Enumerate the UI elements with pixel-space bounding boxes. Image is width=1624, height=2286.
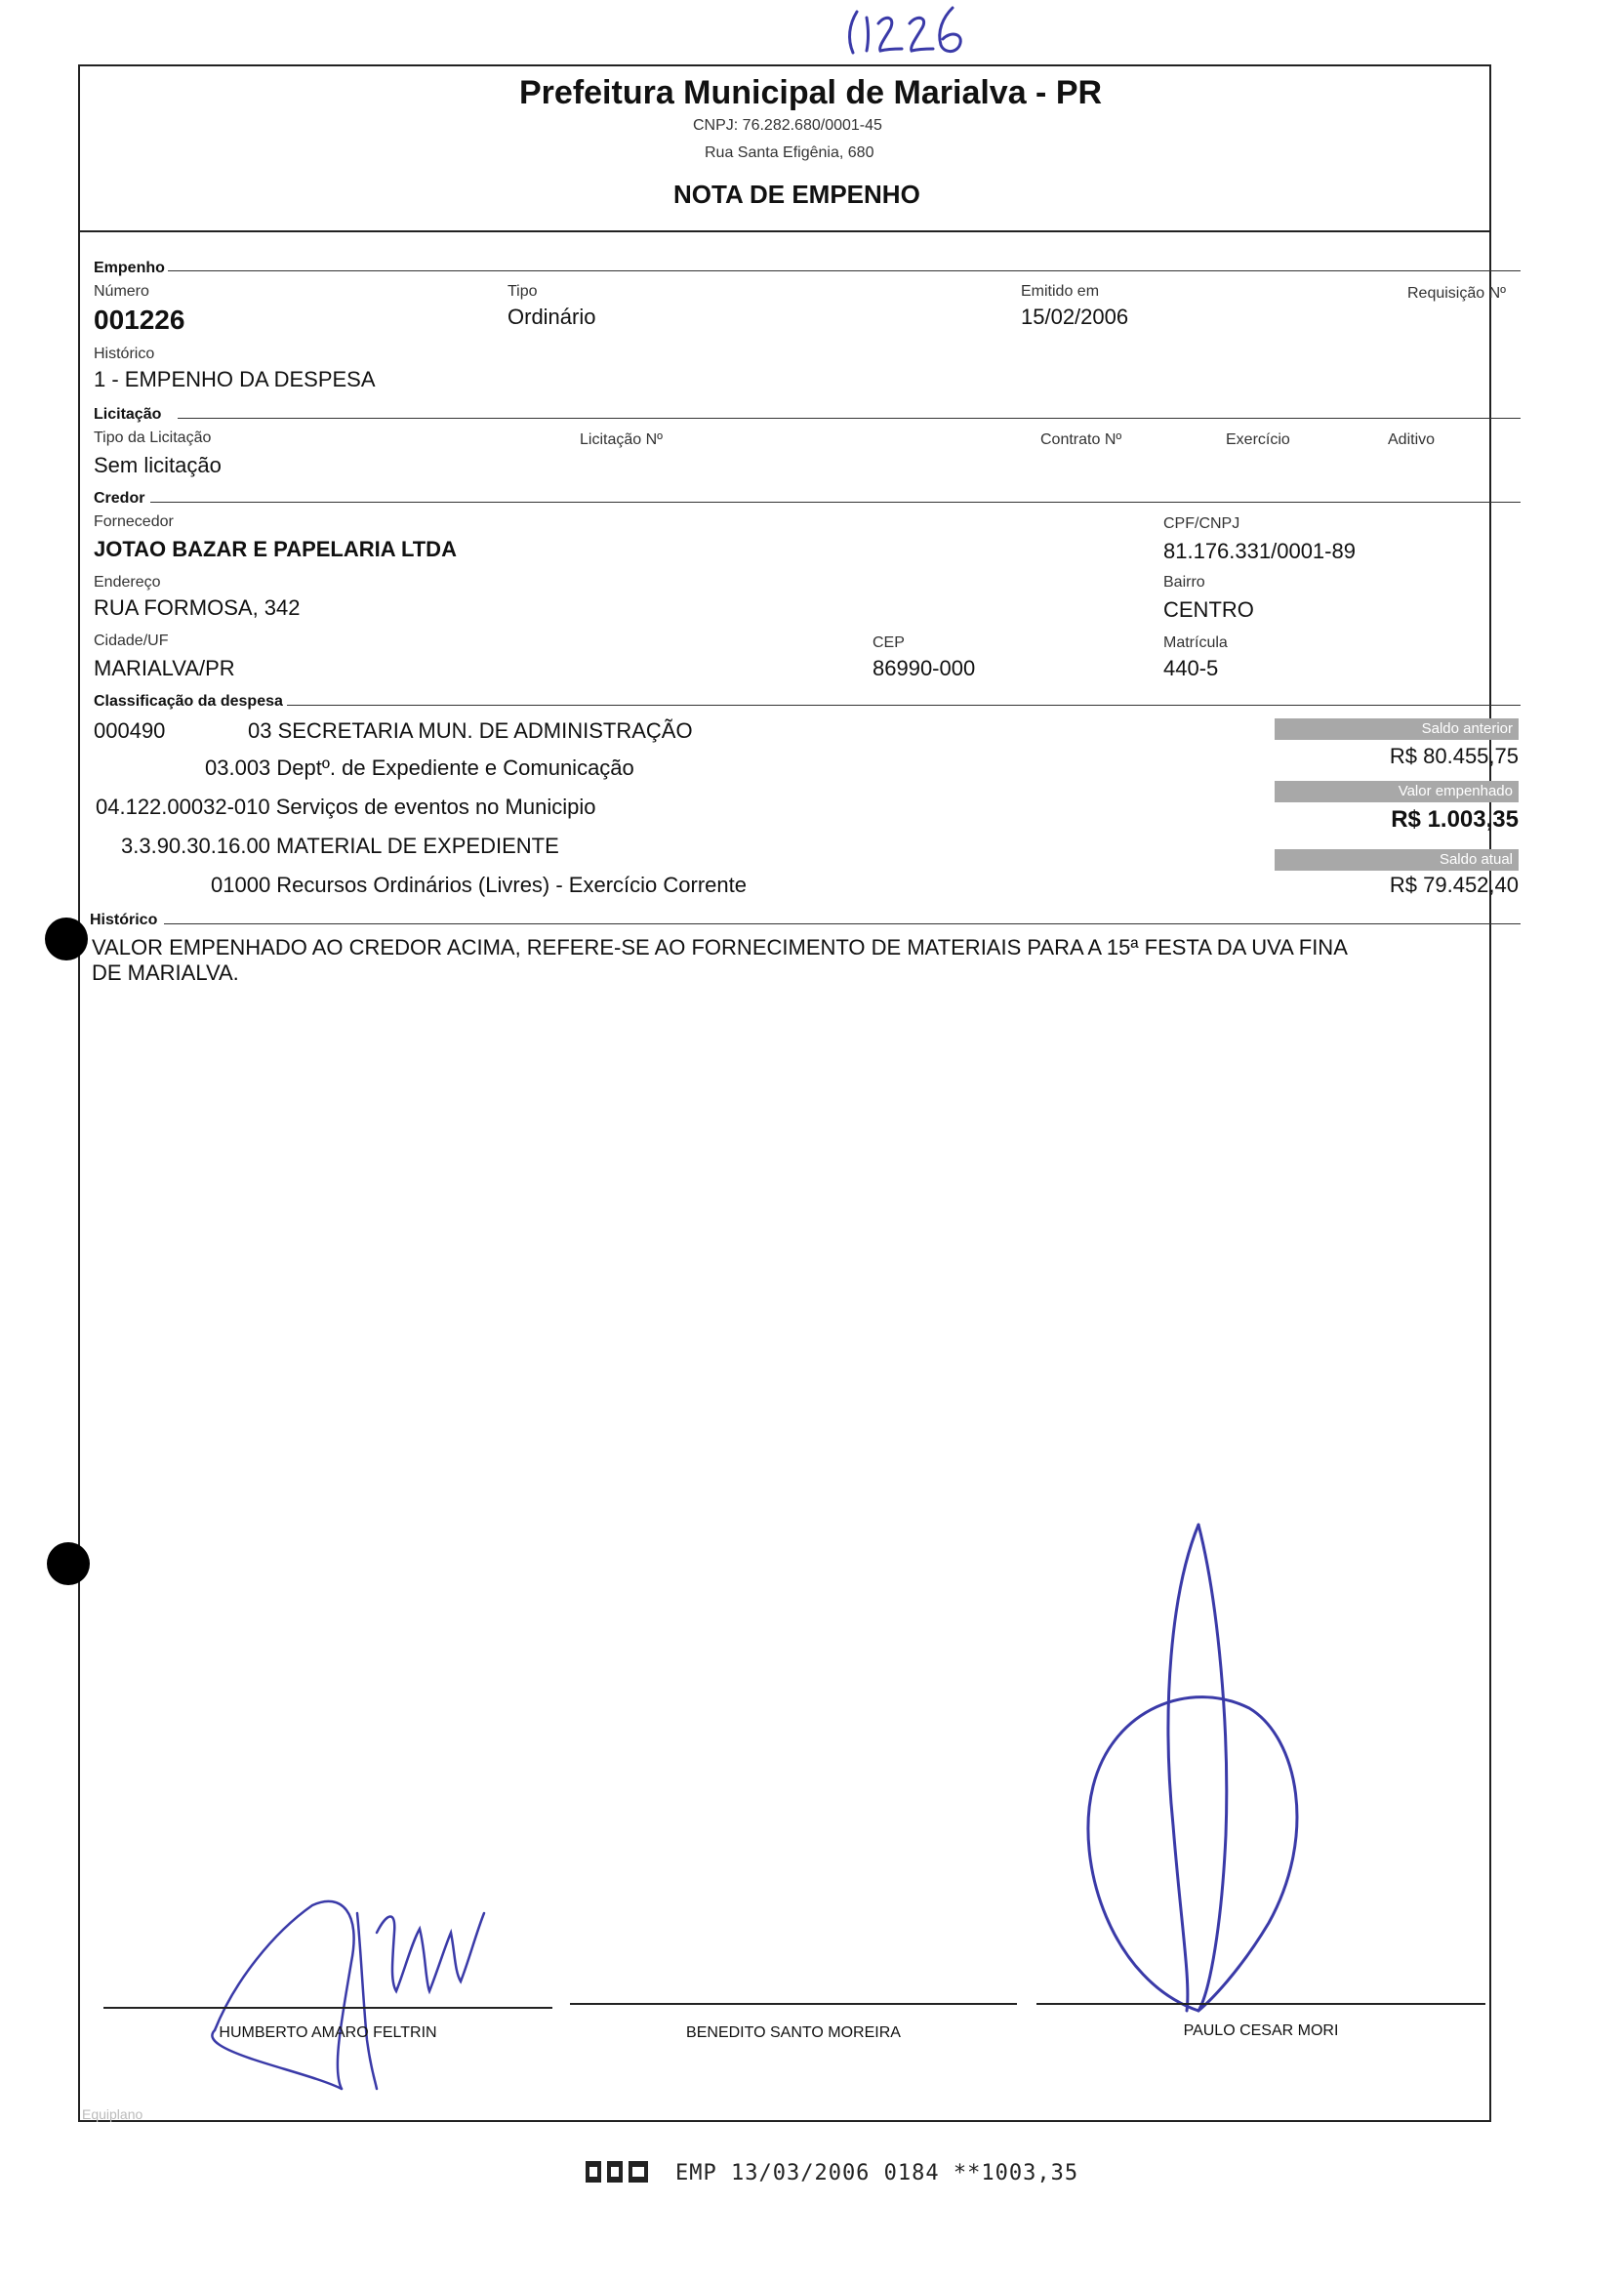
endereco-value: RUA FORMOSA, 342	[94, 595, 301, 620]
tipo-label: Tipo	[508, 283, 538, 300]
signatory-1-name: HUMBERTO AMARO FELTRIN	[219, 2024, 437, 2041]
saldo-atual-label: Saldo atual	[1275, 849, 1519, 871]
cep-label: CEP	[873, 634, 905, 651]
punch-hole-top	[45, 918, 88, 960]
matricula-value: 440-5	[1163, 656, 1219, 680]
credor-section-label: Credor	[94, 490, 145, 507]
historico-line-1: VALOR EMPENHADO AO CREDOR ACIMA, REFERE-SE AO FORNECIMENTO DE MATERIAIS PARA A 15ª FESTA DA UVA FINA	[92, 935, 1348, 959]
historico-section-line	[164, 923, 1521, 924]
credor-section-line	[150, 502, 1521, 503]
emitido-value: 15/02/2006	[1021, 305, 1129, 329]
valor-empenhado-label: Valor empenhado	[1275, 781, 1519, 802]
fornecedor-value: JOTAO BAZAR E PAPELARIA LTDA	[94, 537, 457, 561]
endereco-label: Endereço	[94, 574, 161, 591]
cpf-label: CPF/CNPJ	[1163, 515, 1240, 532]
classificacao-code: 000490	[94, 718, 166, 743]
licitacao-section-line	[178, 418, 1521, 419]
cidade-value: MARIALVA/PR	[94, 656, 235, 680]
contrato-label: Contrato Nº	[1040, 431, 1122, 448]
classificacao-line-5: 01000 Recursos Ordinários (Livres) - Exercício Corrente	[211, 873, 747, 897]
saldo-atual-value: R$ 79.452,40	[1389, 873, 1519, 897]
document-title: NOTA DE EMPENHO	[673, 180, 920, 209]
tipo-value: Ordinário	[508, 305, 596, 329]
empenho-number: 001226	[94, 305, 185, 335]
software-label: Equiplano	[82, 2106, 143, 2122]
municipality-address: Rua Santa Efigênia, 680	[705, 144, 874, 161]
cidade-label: Cidade/UF	[94, 633, 169, 649]
punch-hole-bottom	[47, 1542, 90, 1585]
aditivo-label: Aditivo	[1388, 431, 1436, 448]
fornecedor-label: Fornecedor	[94, 513, 174, 530]
licitacao-section-label: Licitação	[94, 406, 162, 423]
historico-value: 1 - EMPENHO DA DESPESA	[94, 367, 376, 391]
historico-section-label: Histórico	[90, 912, 158, 928]
signature-right	[1054, 1513, 1327, 2040]
historico-line-2: DE MARIALVA.	[92, 960, 239, 985]
signatory-3-name: PAULO CESAR MORI	[1183, 2022, 1339, 2039]
empenho-section-line	[168, 270, 1521, 271]
bank-logo-icon	[586, 2159, 650, 2184]
bairro-label: Bairro	[1163, 574, 1205, 591]
cpf-value: 81.176.331/0001-89	[1163, 539, 1356, 563]
tipo-licitacao-label: Tipo da Licitação	[94, 429, 212, 446]
exercicio-label: Exercício	[1226, 431, 1290, 448]
classificacao-line-4: 3.3.90.30.16.00 MATERIAL DE EXPEDIENTE	[121, 834, 559, 858]
handwritten-number	[839, 0, 976, 61]
signature-line-3	[1036, 2003, 1485, 2005]
header-divider	[78, 230, 1491, 232]
municipality-title: Prefeitura Municipal de Marialva - PR	[519, 74, 1103, 111]
empenho-section-label: Empenho	[94, 260, 165, 276]
valor-empenhado-value: R$ 1.003,35	[1391, 806, 1519, 833]
signature-left	[195, 1874, 508, 2118]
classificacao-line-2: 03.003 Deptº. de Expediente e Comunicação	[205, 755, 634, 780]
signature-line-2	[570, 2003, 1017, 2005]
signatory-2-name: BENEDITO SANTO MOREIRA	[686, 2024, 901, 2041]
licitacao-numero-label: Licitação Nº	[580, 431, 663, 448]
classificacao-line-1: 03 SECRETARIA MUN. DE ADMINISTRAÇÃO	[248, 718, 693, 743]
historico-label: Histórico	[94, 346, 155, 362]
classificacao-section-line	[287, 705, 1521, 706]
tipo-licitacao-value: Sem licitação	[94, 453, 222, 477]
cep-value: 86990-000	[873, 656, 976, 680]
municipality-cnpj: CNPJ: 76.282.680/0001-45	[693, 117, 882, 134]
requisicao-label: Requisição Nº	[1407, 285, 1506, 302]
emitido-label: Emitido em	[1021, 283, 1100, 300]
classificacao-section-label: Classificação da despesa	[94, 693, 283, 710]
classificacao-line-3: 04.122.00032-010 Serviços de eventos no Municipio	[96, 795, 596, 819]
bairro-value: CENTRO	[1163, 597, 1254, 622]
payment-stamp: EMP 13/03/2006 0184 **1003,35	[675, 2161, 1079, 2185]
saldo-anterior-label: Saldo anterior	[1275, 718, 1519, 740]
matricula-label: Matrícula	[1163, 634, 1228, 651]
saldo-anterior-value: R$ 80.455,75	[1389, 744, 1519, 768]
numero-label: Número	[94, 283, 149, 300]
signature-line-1	[103, 2007, 552, 2009]
